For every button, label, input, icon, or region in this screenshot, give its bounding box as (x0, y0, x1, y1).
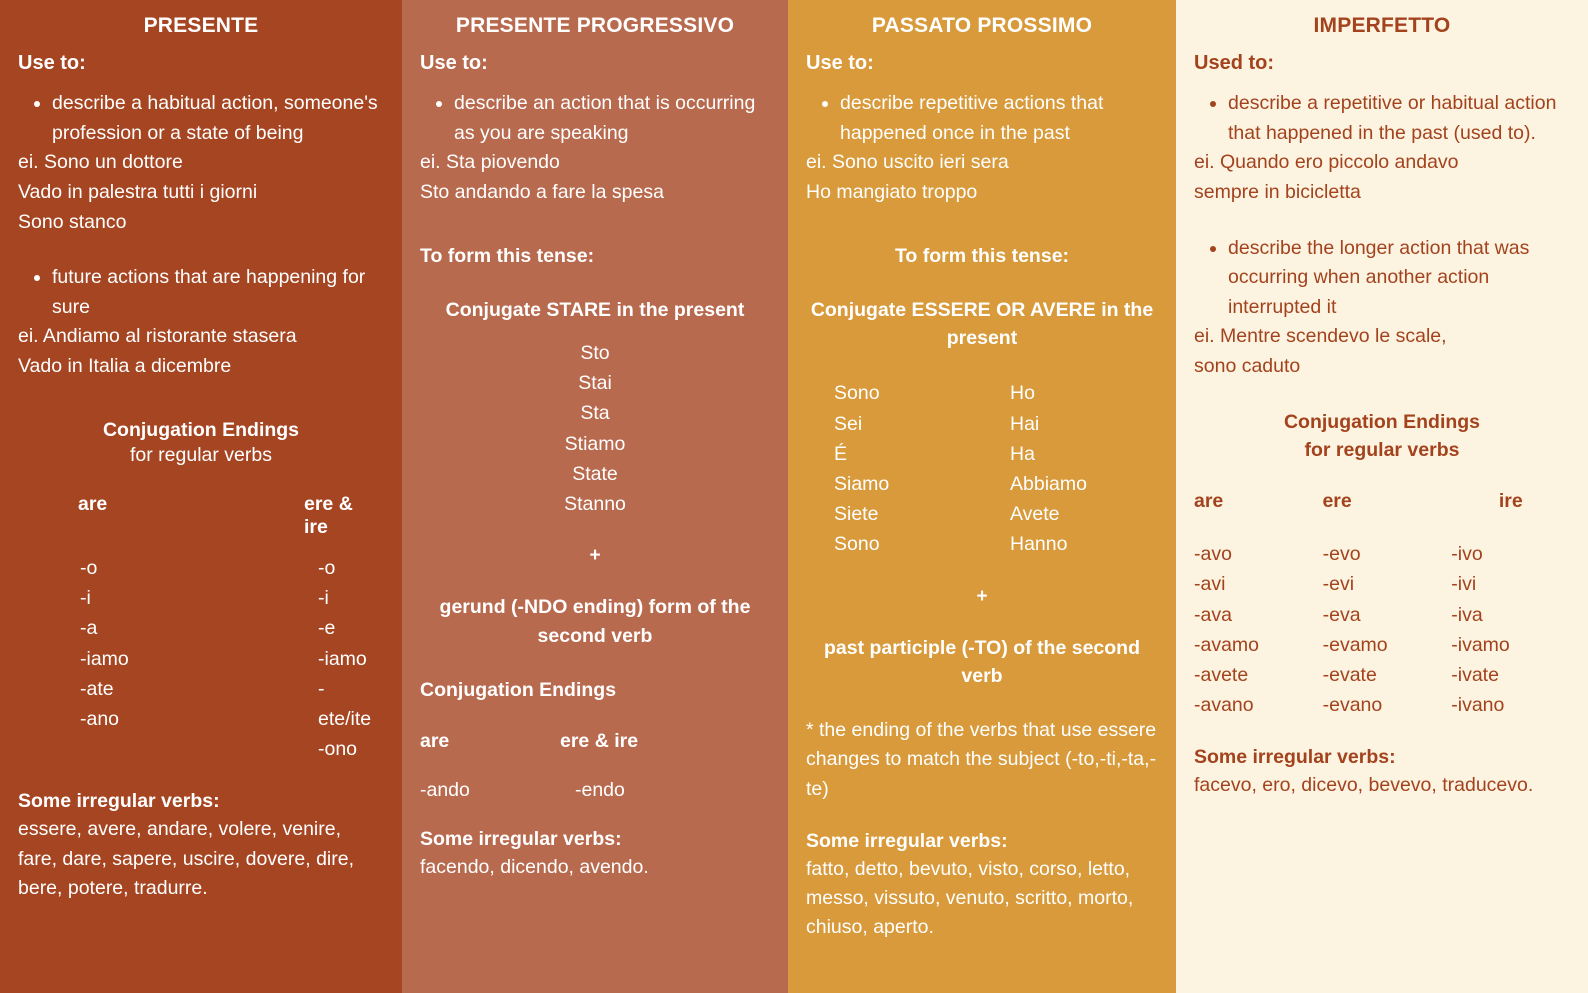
progressivo-ending-ere: -endo (575, 779, 625, 802)
ending-are-5: -avete (1194, 664, 1249, 687)
spacer (420, 324, 770, 338)
imperfetto-endings-title: Conjugation Endings (1283, 410, 1481, 433)
imperfetto-are-column (1194, 539, 1323, 720)
prossimo-form-instruction: Conjugate ESSERE OR AVERE in the present (810, 298, 1154, 350)
spacer (420, 519, 770, 545)
presente-bullet-list (18, 89, 384, 148)
ending-ere-3: -eva (1322, 603, 1361, 626)
progressivo-form-instruction: Conjugate STARE in the present (445, 298, 745, 321)
prossimo-example-1: ei. Sono uscito ieri sera (806, 151, 1009, 174)
presente-example-3: Sono stanco (18, 210, 127, 233)
spacer (1194, 513, 1570, 539)
progressivo-irregular-body: facendo, dicendo, avendo. (420, 856, 649, 879)
conjugation-6: Stanno (564, 493, 626, 516)
presente-example-1: ei. Sono un dottore (18, 151, 183, 174)
presente-endings-title: Conjugation Endings (102, 418, 300, 441)
progressivo-example-2: Sto andando a fare la spesa (420, 180, 664, 203)
list-item: • describe a habitual action, someone's profession or a state of being (52, 89, 384, 148)
conjugation-5: State (572, 462, 618, 485)
spacer (420, 650, 770, 676)
ending-ire-1: -ivo (1451, 543, 1483, 566)
ending-ere-2: -i (318, 587, 329, 610)
list-item: • describe an action that is occurring as you are speaking (454, 89, 770, 148)
ending-ere-5: -ete/ite (318, 677, 372, 730)
presente-irregular-title: Some irregular verbs: (18, 790, 220, 813)
avere-1: Ho (1010, 382, 1035, 405)
spacer (18, 764, 384, 790)
spacer (806, 560, 1158, 586)
essere-1: Sono (834, 382, 880, 405)
imperfetto-bullet-list (1194, 89, 1570, 148)
imperfetto-ire-column (1451, 539, 1570, 720)
spacer (420, 704, 770, 730)
ending-are-6: -ano (80, 707, 120, 730)
prossimo-second-instruction: past participle (-TO) of the second verb (823, 636, 1140, 687)
progressivo-stare-conjugations (420, 338, 770, 519)
conjugation-4: Stiamo (564, 432, 626, 455)
prossimo-form-label: To form this tense: (894, 244, 1070, 267)
ending-are-1: -o (80, 556, 98, 579)
imperfetto-header-are: are (1194, 490, 1224, 513)
prossimo-bullet-list (806, 89, 1158, 148)
spacer (806, 690, 1158, 716)
ending-are-4: -avamo (1194, 633, 1260, 656)
ending-ire-6: -ivano (1451, 694, 1505, 717)
ending-ire-5: -ivate (1451, 664, 1499, 687)
spacer (18, 382, 384, 416)
progressivo-endings-row (420, 779, 770, 802)
presente-irregular-body: essere, avere, andare, volere, venire, fare, dare, sapere, uscire, dovere, dire, bere, potere, tradurre. (18, 818, 355, 899)
avere-3: Ha (1010, 442, 1035, 465)
ending-ere-3: -e (318, 617, 336, 640)
conjugation-2: Stai (578, 372, 612, 395)
ending-ere-2: -evi (1322, 573, 1355, 596)
ending-ire-2: -ivi (1451, 573, 1477, 596)
progressivo-example-1: ei. Sta piovendo (420, 151, 560, 174)
prossimo-irregular-title: Some irregular verbs: (806, 829, 1008, 852)
spacer (420, 567, 770, 593)
list-item: • describe a repetitive or habitual action that happened in the past (used to). (1228, 89, 1570, 148)
progressivo-form-label: To form this tense: (420, 244, 595, 267)
prossimo-title: PASSATO PROSSIMO (871, 14, 1093, 37)
column-imperfetto (1176, 0, 1588, 993)
ending-are-3: -a (80, 617, 98, 640)
presente-example-5: Vado in Italia a dicembre (18, 355, 232, 377)
ending-ere-6: -ono (318, 738, 358, 761)
imperfetto-example-2: sempre in bicicletta (1194, 180, 1361, 203)
spacer (18, 237, 384, 263)
prossimo-avere-column (982, 378, 1158, 559)
prossimo-example-2: Ho mangiato troppo (806, 180, 978, 203)
avere-5: Avete (1010, 503, 1060, 526)
presente-endings-are-column (18, 553, 168, 765)
list-item: • describe the longer action that was occurring when another action interrupted it (1228, 234, 1570, 323)
presente-example-4: ei. Andiamo al ristorante stasera (18, 325, 297, 348)
spacer (420, 802, 770, 828)
ending-are-3: -ava (1194, 603, 1232, 626)
presente-example-2: Vado in palestra tutti i giorni (18, 180, 258, 203)
avere-6: Hanno (1010, 533, 1068, 556)
column-passato-prossimo (788, 0, 1176, 993)
essere-3: É (834, 442, 848, 465)
imperfetto-example-4: sono caduto (1194, 355, 1301, 377)
list-item: • describe repetitive actions that happened once in the past (840, 89, 1158, 148)
ending-are-1: -avo (1194, 543, 1232, 566)
imperfetto-endings-grid (1194, 539, 1570, 720)
ending-are-2: -avi (1194, 573, 1226, 596)
imperfetto-use-label: Used to: (1194, 52, 1274, 74)
presente-endings-header (18, 493, 384, 539)
imperfetto-irregular-body: facevo, ero, dicevo, bevevo, traducevo. (1194, 774, 1534, 797)
progressivo-bullet-list (420, 89, 770, 148)
avere-2: Hai (1010, 412, 1040, 435)
prossimo-use-label: Use to: (806, 52, 874, 74)
progressivo-irregular-title: Some irregular verbs: (420, 828, 622, 851)
spacer (1194, 382, 1570, 408)
spacer (18, 467, 384, 493)
spacer (1194, 208, 1570, 234)
imperfetto-ere-column (1323, 539, 1452, 720)
column-presente-progressivo (402, 0, 788, 993)
spacer (420, 270, 770, 296)
spacer (420, 208, 770, 242)
spacer (806, 804, 1158, 830)
progressivo-endings-title: Conjugation Endings (420, 678, 617, 701)
imperfetto-header-ire: ire (1498, 490, 1523, 513)
ending-ere-4: -iamo (318, 647, 367, 670)
progressivo-title: PRESENTE PROGRESSIVO (455, 14, 735, 37)
prossimo-plus-sign: + (976, 585, 988, 607)
ending-are-2: -i (80, 587, 91, 610)
presente-endings-subtitle: for regular verbs (130, 443, 272, 466)
ending-are-6: -avano (1194, 694, 1254, 717)
presente-title: PRESENTE (143, 14, 259, 37)
imperfetto-example-3: ei. Mentre scendevo le scale, (1194, 325, 1447, 348)
essere-5: Siete (834, 503, 879, 526)
imperfetto-endings-subtitle: for regular verbs (1304, 438, 1460, 461)
prossimo-essere-column (806, 378, 982, 559)
spacer (1194, 464, 1570, 490)
imperfetto-endings-header (1194, 490, 1570, 513)
presente-endings-ere-column (168, 553, 372, 765)
ending-are-5: -ate (80, 677, 114, 700)
ending-are-4: -iamo (80, 647, 129, 670)
progressivo-use-label: Use to: (420, 52, 488, 74)
presente-endings-grid (18, 553, 384, 765)
progressivo-second-instruction: gerund (-NDO ending) form of the second verb (439, 596, 751, 647)
presente-header-ere: ere & ire (304, 492, 353, 538)
essere-2: Sei (834, 412, 863, 435)
ending-ire-4: -ivamo (1451, 633, 1510, 656)
column-presente (0, 0, 402, 993)
ending-ere-4: -evamo (1322, 633, 1388, 656)
progressivo-header-are: are (420, 730, 450, 753)
presente-use-label: Use to: (18, 52, 86, 74)
imperfetto-header-ere: ere (1322, 490, 1352, 513)
spacer (806, 270, 1158, 296)
ending-ere-1: -o (318, 556, 336, 579)
prossimo-auxiliary-grid (806, 378, 1158, 559)
prossimo-note: * the ending of the verbs that use essere changes to match the subject (-to,-ti,-ta,-te) (806, 719, 1157, 800)
spacer (806, 608, 1158, 634)
list-item: • future actions that are happening for sure (52, 263, 384, 322)
conjugation-3: Sta (580, 402, 610, 425)
progressivo-plus-sign: + (589, 545, 601, 567)
progressivo-endings-header (420, 730, 770, 753)
spacer (18, 539, 384, 553)
ending-ire-3: -iva (1451, 603, 1483, 626)
avere-4: Abbiamo (1010, 472, 1087, 495)
progressivo-ending-are: -ando (420, 779, 470, 802)
spacer (806, 208, 1158, 242)
prossimo-irregular-body: fatto, detto, bevuto, visto, corso, letto, messo, vissuto, venuto, scritto, morto, chiuso, aperto. (806, 857, 1134, 939)
presente-header-are: are (78, 492, 108, 515)
essere-4: Siamo (834, 472, 890, 495)
ending-ere-5: -evate (1322, 664, 1377, 687)
imperfetto-irregular-title: Some irregular verbs: (1194, 746, 1396, 769)
spacer (1194, 720, 1570, 746)
imperfetto-bullet-list-2 (1194, 234, 1570, 323)
ending-ere-1: -evo (1322, 543, 1361, 566)
spacer (806, 352, 1158, 378)
ending-ere-6: -evano (1322, 694, 1383, 717)
imperfetto-example-1: ei. Quando ero piccolo andavo (1194, 151, 1459, 174)
progressivo-header-ere: ere & ire (560, 730, 639, 753)
spacer (420, 753, 770, 779)
imperfetto-title: IMPERFETTO (1313, 14, 1451, 37)
essere-6: Sono (834, 533, 880, 556)
conjugation-1: Sto (580, 342, 610, 365)
presente-bullet-list-2 (18, 263, 384, 322)
